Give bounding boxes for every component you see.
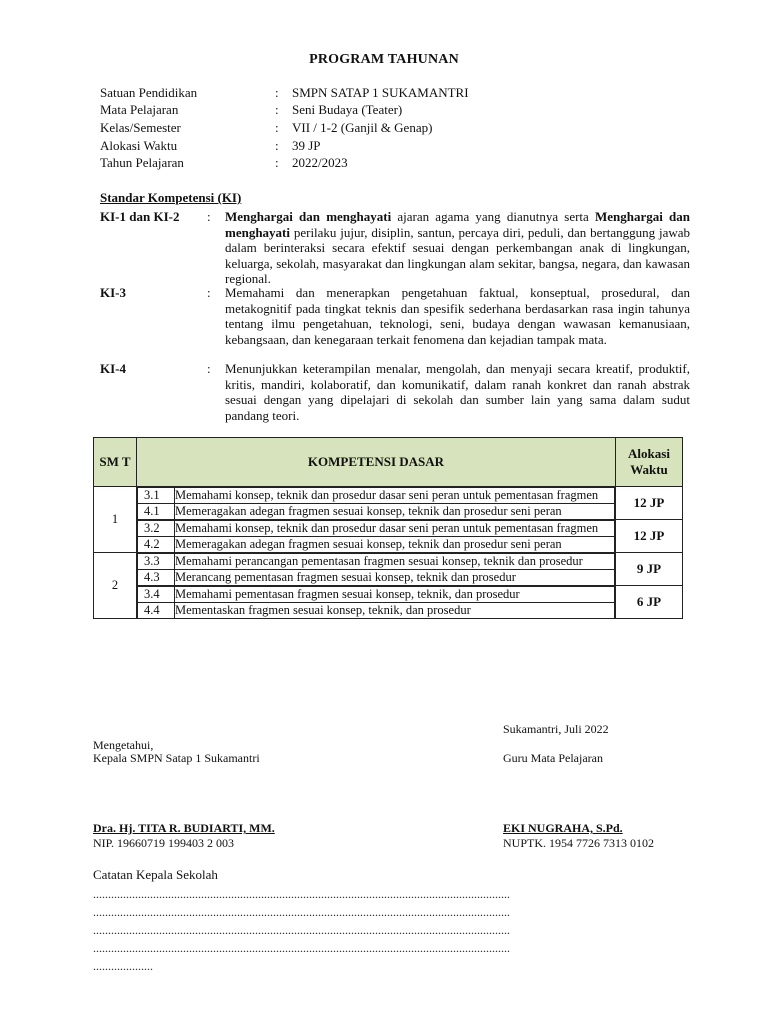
ki-text: Memahami dan menerapkan pengetahuan faktual, konseptual, prosedural, dan metakognitif pada tingkat teknis dan spesifik sederhana berdasarkan rasa ingin tahunya tentang ilmu pengetahuan, teknologi, seni, budaya dengan wawasan kemanusiaan, kebangsaan, dan kenegaraan terkait fenomena dan kejadian tampak mata. — [225, 285, 690, 347]
ki-colon: : — [207, 285, 211, 300]
kd-group — [137, 586, 616, 619]
kd-text: Memeragakan adegan fragmen sesuai konsep, teknik dan prosedur seni peran — [175, 504, 615, 520]
kd-item — [138, 554, 615, 570]
kd-item — [138, 488, 615, 504]
table-row — [94, 487, 683, 520]
header-smt: SM T — [94, 438, 137, 487]
kd-text: Memahami konsep, teknik dan prosedur dasar seni peran untuk pementasan fragmen — [175, 488, 615, 504]
kd-text: Mementaskan fragmen sesuai konsep, teknik, dan prosedur — [175, 603, 615, 619]
header-alokasi: Alokasi Waktu — [616, 438, 683, 487]
alokasi-cell: 9 JP — [616, 553, 683, 586]
principal-name: Dra. Hj. TITA R. BUDIARTI, MM. — [93, 821, 275, 835]
info-value: Seni Budaya (Teater) — [292, 102, 403, 117]
kd-item — [138, 537, 615, 553]
kd-number: 3.3 — [138, 554, 175, 570]
kd-number: 4.2 — [138, 537, 175, 553]
alokasi-cell: 6 JP — [616, 586, 683, 619]
kd-item — [138, 587, 615, 603]
notes-line: ........................................................................................................................................... — [93, 923, 510, 937]
info-colon: : — [275, 138, 279, 153]
semester-cell: 1 — [94, 487, 137, 553]
ki-label: KI-4 — [100, 361, 126, 376]
ki-label: KI-3 — [100, 285, 126, 300]
teacher-name: EKI NUGRAHA, S.Pd. — [503, 821, 623, 835]
principal-nip: NIP. 19660719 199403 2 003 — [93, 836, 235, 850]
kd-item — [138, 603, 615, 619]
kd-number: 3.4 — [138, 587, 175, 603]
info-value: VII / 1-2 (Ganjil & Genap) — [292, 120, 433, 135]
kd-group — [137, 520, 616, 553]
info-label: Kelas/Semester — [100, 120, 181, 135]
table-header-row — [94, 438, 683, 487]
kd-text: Merancang pementasan fragmen sesuai konsep, teknik dan prosedur — [175, 570, 615, 586]
table-row — [94, 586, 683, 619]
table-row — [94, 553, 683, 586]
notes-heading: Catatan Kepala Sekolah — [93, 867, 218, 882]
info-label: Tahun Pelajaran — [100, 155, 184, 170]
kd-text: Memahami pementasan fragmen sesuai konsep, teknik, dan prosedur — [175, 587, 615, 603]
acknowledged-label: Mengetahui, — [93, 738, 154, 752]
kd-number: 4.4 — [138, 603, 175, 619]
kd-item — [138, 521, 615, 537]
teacher-nuptk: NUPTK. 1954 7726 7313 0102 — [503, 836, 655, 850]
ki-colon: : — [207, 361, 211, 376]
info-label: Satuan Pendidikan — [100, 85, 198, 100]
kd-group — [137, 553, 616, 586]
info-colon: : — [275, 120, 279, 135]
alokasi-cell: 12 JP — [616, 487, 683, 520]
info-label: Alokasi Waktu — [100, 138, 178, 153]
ki-text-part: perilaku jujur, disiplin, santun, percaya diri, peduli, dan bertanggung jawab dalam berinteraksi secara efektif sesuai dengan perkembangan anak di lingkungan, keluarga, sekolah, masyarakat dan lingkungan alam sekitar, bangsa, negara, dan kawasan regional. — [225, 224, 690, 286]
kd-text: Memeragakan adegan fragmen sesuai konsep, teknik dan prosedur seni peran — [175, 537, 615, 553]
kd-group — [137, 487, 616, 520]
notes-line: ........................................................................................................................................... — [93, 905, 510, 919]
ki-text: Menunjukkan keterampilan menalar, mengolah, dan menyaji secara kreatif, produktif, kritis, mandiri, kolaboratif, dan komunikatif, dalam ranah konkret dan ranah abstrak sesuai dengan yang dipelajari di sekolah dan sumber lain yang sama dalam sudut pandang teori. — [225, 361, 690, 423]
info-colon: : — [275, 85, 279, 100]
info-colon: : — [275, 102, 279, 117]
ki-bold: Menghargai dan menghayati — [225, 209, 392, 224]
info-value: 39 JP — [292, 138, 321, 153]
principal-title: Kepala SMPN Satap 1 Sukamantri — [93, 751, 260, 765]
info-value: SMPN SATAP 1 SUKAMANTRI — [292, 85, 469, 100]
kd-number: 3.2 — [138, 521, 175, 537]
kd-number: 4.3 — [138, 570, 175, 586]
kd-item — [138, 504, 615, 520]
info-value: 2022/2023 — [292, 155, 348, 170]
page-title: PROGRAM TAHUNAN — [309, 52, 459, 67]
header-kd: KOMPETENSI DASAR — [137, 438, 616, 487]
ki-bold: Menghargai dan menghayati — [225, 209, 691, 240]
notes-line: ........................................................................................................................................... — [93, 887, 510, 901]
ki-text-part: ajaran agama yang dianutnya serta — [391, 209, 595, 224]
info-colon: : — [275, 155, 279, 170]
ki-heading: Standar Kompetensi (KI) — [100, 190, 242, 205]
info-label: Mata Pelajaran — [100, 102, 179, 117]
table-row — [94, 520, 683, 553]
teacher-title: Guru Mata Pelajaran — [503, 751, 603, 765]
kd-text: Memahami perancangan pementasan fragmen sesuai konsep, teknik dan prosedur — [175, 554, 615, 570]
ki-text — [225, 209, 690, 287]
ki-colon: : — [207, 209, 211, 224]
kd-text: Memahami konsep, teknik dan prosedur dasar seni peran untuk pementasan fragmen — [175, 521, 615, 537]
semester-cell: 2 — [94, 553, 137, 619]
ki-label: KI-1 dan KI-2 — [100, 209, 180, 224]
kompetensi-table — [93, 437, 683, 619]
kd-number: 4.1 — [138, 504, 175, 520]
kd-item — [138, 570, 615, 586]
alokasi-cell: 12 JP — [616, 520, 683, 553]
place-date: Sukamantri, Juli 2022 — [503, 722, 609, 736]
kd-number: 3.1 — [138, 488, 175, 504]
notes-line: ........................................................................................................................................... — [93, 941, 510, 955]
notes-line: .................... — [93, 959, 153, 973]
